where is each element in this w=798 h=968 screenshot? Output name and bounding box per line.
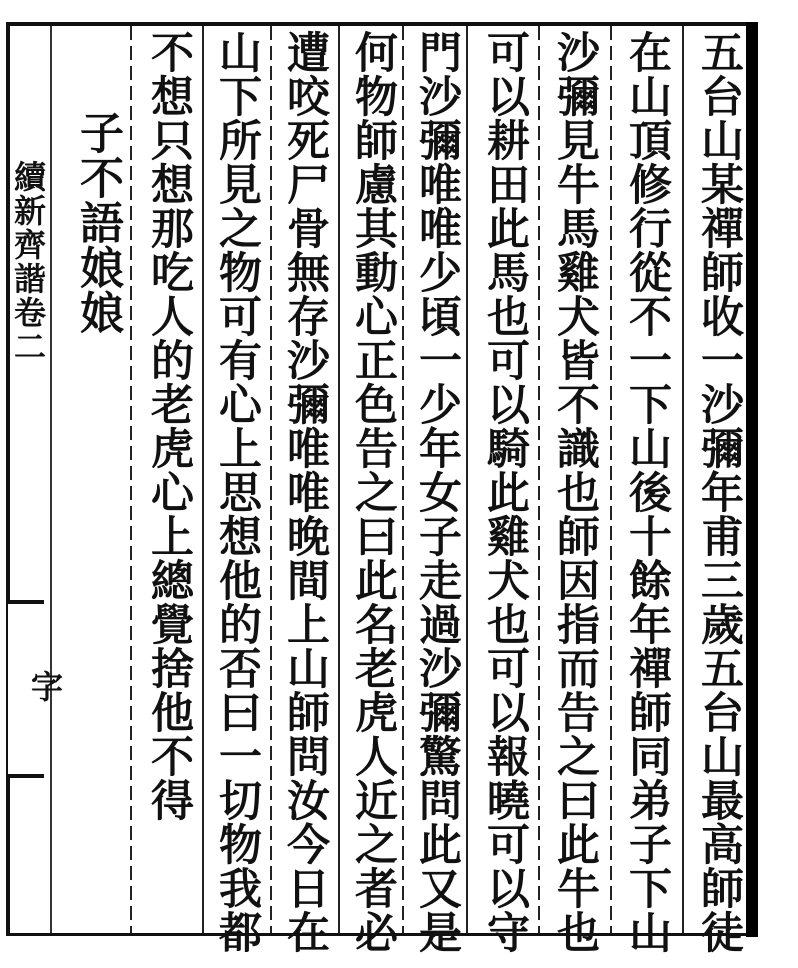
spine-margin-rule <box>50 26 52 933</box>
frame-top-border <box>6 22 758 26</box>
text-column-9: 不想只想那吃人的老虎心上總覺捨他不得 <box>144 30 194 822</box>
chapter-heading: 子不語娘娘 <box>72 110 123 335</box>
text-column-4: 可以耕田此馬也可以騎此雞犬也可以報曉可以守 <box>480 30 530 954</box>
spine-title: 續新齊諧卷二 <box>9 160 47 364</box>
text-column-7: 遭咬死尸骨無存沙彌唯唯晚間上山師問汝今日在 <box>280 30 330 954</box>
text-column-8: 山下所見之物可有心上思想他的否曰一切物我都 <box>212 30 262 954</box>
text-column-6: 何物師慮其動心正色告之曰此名老虎人近之者必 <box>348 30 398 954</box>
text-column-2: 在山頂修行從不一下山後十餘年禪師同弟子下山 <box>622 30 672 954</box>
folio-number: 字 <box>26 670 64 702</box>
text-column-1: 五台山某禪師收一沙彌年甫三歲五台山最高師徒 <box>694 30 744 954</box>
text-column-5: 門沙彌唯唯少頃一少年女子走過沙彌驚問此又是 <box>412 30 462 954</box>
text-column-3: 沙彌見牛馬雞犬皆不識也師因指而告之曰此牛也 <box>550 30 600 954</box>
